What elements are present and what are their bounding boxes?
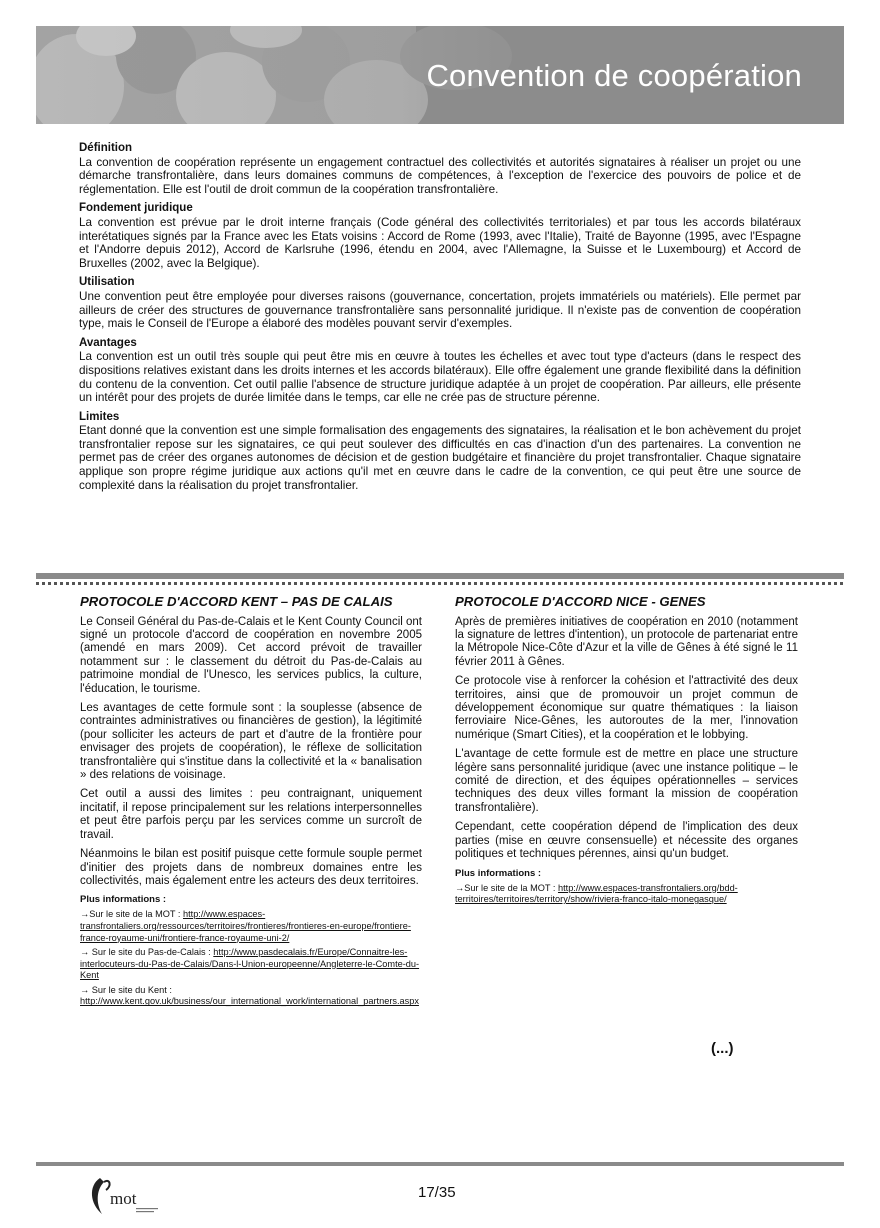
more-info-link-kent [80, 985, 422, 1008]
continuation-marker: (...) [711, 1040, 734, 1057]
case-study-title: PROTOCOLE D'ACCORD NICE - GENES [455, 594, 706, 609]
section-heading: Utilisation [79, 276, 135, 289]
divider-dots [36, 582, 844, 585]
header-banner [36, 26, 844, 124]
more-info-link-mot [80, 909, 422, 944]
link-prefix: →Sur le site de la MOT : [455, 882, 558, 893]
link-url[interactable]: http://www.kent.gov.uk/business/our_international_work/international_partners.aspx [80, 996, 419, 1007]
section-heading: Avantages [79, 336, 137, 349]
link-prefix: → Sur le site du Kent : [80, 984, 172, 995]
more-info-label: Plus informations : [455, 867, 542, 879]
page-number: 17/35 [418, 1184, 456, 1201]
case-study-title: PROTOCOLE D'ACCORD KENT – PAS DE CALAIS [80, 594, 393, 609]
logo-wordmark: mot [110, 1189, 137, 1208]
section-fondement-juridique [79, 202, 801, 270]
link-url[interactable]: http://www.espaces-transfrontaliers.org/bdd-territoires/territoires/territory/show/riviera-franco-italo-monegasque/ [455, 882, 738, 905]
section-avantages [79, 337, 801, 405]
section-text: Une convention peut être employée pour diverses raisons (gouvernance, concertation, projets immatériels ou matériels). Elle permet par ailleurs de créer des structures de gouvernance transfrontalière sans personnalité juridique. Il n'existe pas de convention de coopération type, mais le Conseil de l'Europe a élaboré des modèles pouvant servir d'exemples. [79, 289, 801, 331]
section-definition [79, 142, 801, 196]
link-url[interactable]: http://www.espaces-transfrontaliers.org/ressources/territoires/frontieres/frontieres-en-europe/frontiere-france-royaume-uni/frontiere-france-royaume-uni-2/ [80, 909, 411, 943]
link-prefix: →Sur le site de la MOT : [80, 909, 183, 920]
more-info-link-mot [455, 883, 798, 906]
section-text: Etant donné que la convention est une simple formalisation des engagements des signataires, la réalisation et le bon achèvement du projet transfrontalier repose sur les signataires, ce qui peut soulever des difficultés en cas d'inaction d'un des partenaires. La convention ne permet pas de créer des organes autonomes de décision et de gestion budgétaire et financière du projet transfrontalier. Chaque signataire applique son propre régime juridique aux actions qu'il met en œuvre dans le cadre de la convention, ce qui peut être une source de complexité dans la réalisation du projet transfrontalier. [79, 424, 801, 492]
more-info-label: Plus informations : [80, 894, 167, 906]
link-prefix: → Sur le site du Pas-de-Calais : [80, 947, 214, 958]
section-utilisation [79, 276, 801, 330]
more-info-link-pas-de-calais [80, 947, 422, 982]
section-text: La convention de coopération représente un engagement contractuel des collectivités et autorités signataires à réaliser un projet ou une démarche transfrontalière, dans leurs domaines communs de compétences, à l'exception de l'exercice des pouvoirs de police et de réglementation. Elle est l'outil de droit commun de la coopération transfrontalière. [79, 155, 801, 196]
section-heading: Définition [79, 142, 133, 154]
main-content [79, 142, 801, 498]
section-heading: Limites [79, 410, 120, 423]
case-study-kent-pas-de-calais [80, 594, 422, 1011]
section-limites [79, 411, 801, 493]
case-study-paragraph: Néanmoins le bilan est positif puisque cette formule souple permet d'initier des projets dans de nombreux domaines entre les collectivités, mais également entre les acteurs des deux territoires. [80, 848, 422, 887]
mot-logo [86, 1174, 166, 1218]
section-heading: Fondement juridique [79, 202, 193, 215]
page-title: Convention de coopération [426, 58, 802, 93]
section-divider [36, 573, 844, 585]
case-study-paragraph: Cependant, cette coopération dépend de l'implication des deux parties (mise en œuvre consensuelle) et nécessite des organes politiques et techniques pérennes, ainsi qu'un budget. [455, 821, 798, 861]
link-url[interactable]: http://www.pasdecalais.fr/Europe/Connaitre-les-interlocuteurs-du-Pas-de-Calais/Dans-l-Union-europeenne/Angleterre-le-Comte-du-Kent [80, 947, 420, 981]
case-study-paragraph: Après de premières initiatives de coopération en 2010 (notamment la signature de lettres d'intention), un protocole de partenariat entre la Métropole Nice-Côte d'Azur et la ville de Gênes à été signé le 11 février 2011 à Gênes. [455, 615, 798, 668]
section-text: La convention est prévue par le droit interne français (Code général des collectivités territoriales) et par tous les accords bilatéraux interétatiques signés par la France avec les Etats voisins : Accord de Rome (1993, avec l'Italie), Traité de Bayonne (1995, avec l'Espagne et l'Andorre depuis 2012), Accord de Karlsruhe (1996, étendu en 2004, avec l'Allemagne, la Suisse et le Luxembourg) et Accord de Bruxelles (2002, avec la Belgique). [79, 215, 801, 270]
case-study-paragraph: Cet outil a aussi des limites : peu contraignant, uniquement incitatif, il repose principalement sur les relations interpersonnelles et peut être parfois perçu par les services comme un surcroît de travail. [80, 788, 422, 841]
footer-rule [36, 1162, 844, 1166]
case-study-paragraph: L'avantage de cette formule est de mettre en place une structure légère sans personnalité juridique (avec une instance politique – le comité de direction, et des équipes opérationnelles – services techniques des deux villes formant la mission de coopération transfrontalière). [455, 748, 798, 814]
case-study-paragraph: Le Conseil Général du Pas-de-Calais et le Kent County Council ont signé un protocole d'accord de coopération en novembre 2005 (amendé en mars 2009). Cet accord prévoit de travailler notamment sur : le classement du détroit du Pas-de-Calais au patrimoine mondial de l'Unesco, les services publics, la culture, l'éducation, le tourisme. [80, 615, 422, 695]
case-study-paragraph: Les avantages de cette formule sont : la souplesse (absence de contraintes administratives ou financières de gestion), la légitimité (pour solliciter les acteurs de part et d'autre de la frontière pour envisager des projets de coopération), le réflexe de sollicitation transfrontalière qui s'institue dans la collectivité et la « banalisation » des relations de voisinage. [80, 702, 422, 782]
case-study-paragraph: Ce protocole vise à renforcer la cohésion et l'attractivité des deux territoires, ainsi que de promouvoir un projet commun de développement économique sur quatre thématiques : la liaison ferroviaire Nice-Gênes, les autoroutes de la mer, l'innovation numérique (Smart Cities), et la coopération et le lobbying. [455, 675, 798, 741]
case-study-nice-genes [455, 594, 798, 909]
divider-bar [36, 573, 844, 579]
section-text: La convention est un outil très souple qui peut être mis en œuvre à toutes les échelles et avec tout type d'acteurs (dans le respect des dispositions relatives existant dans les droits internes et les accords bilatéraux). Elle offre également une grande flexibilité dans la définition du contenu de la convention. Cet outil pallie l'absence de structure juridique adaptée à un projet de coopération. Par ailleurs, elle présente un intérêt pour des projets de durée limitée dans le temps, car elle ne crée pas de structure pérenne. [79, 350, 801, 405]
